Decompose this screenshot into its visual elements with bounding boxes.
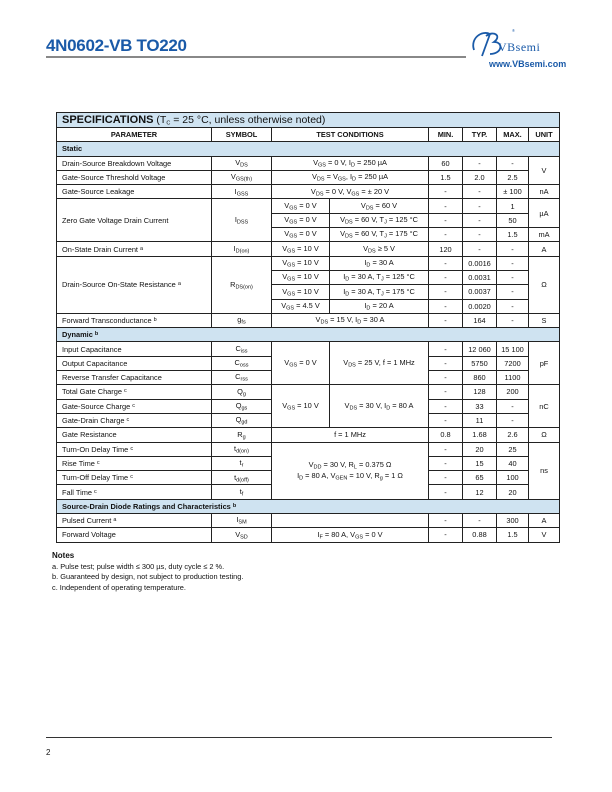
typ: 2.0 [463,170,497,184]
table-title-row [57,113,560,128]
max: - [497,242,529,256]
table-row [57,242,560,256]
typ: 0.0020 [463,299,497,313]
max: - [497,299,529,313]
typ: 1.68 [463,428,497,442]
table-row [57,385,560,399]
min: - [429,528,463,542]
typ: - [463,199,497,213]
max: 2.6 [497,428,529,442]
min: - [429,442,463,456]
unit: Ω [529,428,560,442]
table-row [57,185,560,199]
svg-text:®: ® [512,28,515,33]
document-title: 4N0602-VB TO220 [46,36,187,55]
condition: $V_{GS} = 10$ V [272,270,330,284]
symbol: $I_{GSS}$ [212,185,272,199]
symbol: $I_{D(on)}$ [212,242,272,256]
min: - [429,299,463,313]
symbol: $Q_{gs}$ [212,399,272,413]
max: - [497,313,529,327]
max: - [497,399,529,413]
min: - [429,270,463,284]
col-max: MAX. [497,128,529,142]
typ: 0.0031 [463,270,497,284]
unit: mA [529,228,560,242]
section-label: Static [57,142,560,156]
page-number: 2 [46,748,51,757]
symbol: $I_{DSS}$ [212,199,272,242]
condition [272,514,429,528]
condition: $I_F = 80$ A, $V_{GS} = 0$ V [272,528,429,542]
parameter: Turn-On Delay Time $^c$ [57,442,212,456]
condition [272,442,429,499]
parameter: Output Capacitance [57,356,212,370]
footer-rule [46,737,552,738]
symbol: $C_{iss}$ [212,342,272,356]
max: 2.5 [497,170,529,184]
min: - [429,199,463,213]
symbol: $Q_{gd}$ [212,413,272,427]
section-diode [57,499,560,513]
table-row [57,514,560,528]
min: - [429,485,463,499]
website-link[interactable]: www.VBsemi.com [489,59,567,69]
parameter: Drain-Source Breakdown Voltage [57,156,212,170]
parameter: Gate Resistance [57,428,212,442]
symbol: $t_f$ [212,485,272,499]
max: 25 [497,442,529,456]
parameter: Forward Voltage [57,528,212,542]
symbol: $R_{DS(on)}$ [212,256,272,313]
condition: $I_D = 30$ A [330,256,429,270]
symbol: $C_{rss}$ [212,371,272,385]
notes-title: Notes [52,551,75,560]
max: 50 [497,213,529,227]
max: ± 100 [497,185,529,199]
typ: - [463,156,497,170]
condition: $V_{DS} = 60$ V, $T_J = 175$ °C [330,228,429,242]
section-label: Dynamic $^b$ [57,328,560,342]
min: - [429,413,463,427]
max: - [497,413,529,427]
parameter: Gate-Source Charge $^c$ [57,399,212,413]
condition-line: $I_D = 80$ A, $V_{GEN} = 10$ V, $R_g = 1$ Ω [297,470,403,482]
min: - [429,313,463,327]
min: - [429,342,463,356]
typ: 0.88 [463,528,497,542]
parameter: Zero Gate Voltage Drain Current [57,199,212,242]
typ: 128 [463,385,497,399]
table-row [57,342,560,356]
condition: $V_{GS} = 4.5$ V [272,299,330,313]
min: 0.8 [429,428,463,442]
table-row [57,156,560,170]
table-row [57,528,560,542]
note-item: c. Independent of operating temperature. [52,582,186,592]
min: - [429,471,463,485]
section-dynamic [57,328,560,342]
min: - [429,285,463,299]
max: 100 [497,471,529,485]
col-typ: TYP. [463,128,497,142]
condition: $V_{DS} = 30$ V, $I_D = 80$ A [330,385,429,428]
condition: $I_D = 30$ A, $T_J = 175$ °C [330,285,429,299]
table-row [57,170,560,184]
unit: nC [529,385,560,428]
max: 15 100 [497,342,529,356]
typ: - [463,242,497,256]
unit: µA [529,199,560,228]
symbol: $t_{d(off)}$ [212,471,272,485]
condition: $V_{GS} = 0$ V [272,228,330,242]
typ: - [463,185,497,199]
typ: - [463,213,497,227]
unit: V [529,528,560,542]
typ: 65 [463,471,497,485]
min: - [429,385,463,399]
parameter: Fall Time $^c$ [57,485,212,499]
table-row [57,313,560,327]
unit: A [529,514,560,528]
table-row [57,428,560,442]
max: 200 [497,385,529,399]
max: - [497,156,529,170]
unit: A [529,242,560,256]
parameter: Pulsed Current $^a$ [57,514,212,528]
max: - [497,256,529,270]
condition: $V_{DS} = 60$ V [330,199,429,213]
symbol: $V_{DS}$ [212,156,272,170]
condition: $V_{GS} = 10$ V [272,285,330,299]
typ: 0.0037 [463,285,497,299]
symbol: $V_{GS(th)}$ [212,170,272,184]
max: - [497,285,529,299]
note-item: b. Guaranteed by design, not subject to production testing. [52,572,244,581]
max: 40 [497,456,529,470]
typ: 11 [463,413,497,427]
condition: $V_{DS} = V_{GS}$, $I_D = 250$ µA [272,170,429,184]
symbol: $g_{fs}$ [212,313,272,327]
condition: f = 1 MHz [272,428,429,442]
condition: $V_{DS} \ge 5$ V [330,242,429,256]
typ: - [463,514,497,528]
symbol: $V_{SD}$ [212,528,272,542]
condition: $V_{GS} = 0$ V [272,213,330,227]
max: 1.5 [497,528,529,542]
parameter: Rise Time $^c$ [57,456,212,470]
condition: $V_{GS} = 10$ V [272,385,330,428]
max: 7200 [497,356,529,370]
unit: nA [529,185,560,199]
condition: $V_{GS} = 0$ V, $I_D = 250$ µA [272,156,429,170]
min: - [429,213,463,227]
col-min: MIN. [429,128,463,142]
max: - [497,270,529,284]
unit: ns [529,442,560,499]
typ: 5750 [463,356,497,370]
condition: $V_{DS} = 60$ V, $T_J = 125$ °C [330,213,429,227]
max: 300 [497,514,529,528]
typ: 15 [463,456,497,470]
unit: Ω [529,256,560,313]
parameter: Total Gate Charge $^c$ [57,385,212,399]
typ: 33 [463,399,497,413]
min: - [429,514,463,528]
max: 1100 [497,371,529,385]
notes [52,551,243,593]
parameter: Gate-Source Leakage [57,185,212,199]
typ: 20 [463,442,497,456]
symbol: $I_{SM}$ [212,514,272,528]
header-rule [46,56,466,58]
condition: $V_{DS} = 15$ V, $I_D = 30$ A [272,313,429,327]
col-test-conditions: TEST CONDITIONS [272,128,429,142]
symbol: $t_r$ [212,456,272,470]
typ: 0.0016 [463,256,497,270]
max: 1 [497,199,529,213]
table-row [57,256,560,270]
parameter: Reverse Transfer Capacitance [57,371,212,385]
col-parameter: PARAMETER [57,128,212,142]
typ: - [463,228,497,242]
max: 20 [497,485,529,499]
typ: 860 [463,371,497,385]
condition: $V_{GS} = 0$ V [272,342,330,385]
note-item: a. Pulse test; pulse width ≤ 300 µs, duty cycle ≤ 2 %. [52,561,225,571]
parameter: Gate-Drain Charge $^c$ [57,413,212,427]
max: 1.5 [497,228,529,242]
section-static [57,142,560,156]
table-row [57,199,560,213]
table-title-condition: ($T_C = 25$ °C, unless otherwise noted) [156,113,326,127]
condition: $V_{GS} = 10$ V [272,256,330,270]
logo-text: VBsemi [498,40,541,54]
typ: 12 [463,485,497,499]
parameter: Forward Transconductance $^b$ [57,313,212,327]
min: - [429,399,463,413]
unit: S [529,313,560,327]
min: - [429,256,463,270]
parameter: On-State Drain Current $^a$ [57,242,212,256]
condition: $V_{DS} = 0$ V, $V_{GS}$ = ± 20 V [272,185,429,199]
condition: $I_D = 30$ A, $T_J = 125$ °C [330,270,429,284]
typ: 164 [463,313,497,327]
min: 120 [429,242,463,256]
min: - [429,185,463,199]
min: - [429,356,463,370]
symbol: $Q_g$ [212,385,272,399]
min: - [429,228,463,242]
parameter: Drain-Source On-State Resistance $^a$ [57,256,212,313]
min: 60 [429,156,463,170]
parameter: Gate-Source Threshold Voltage [57,170,212,184]
col-unit: UNIT [529,128,560,142]
col-symbol: SYMBOL [212,128,272,142]
typ: 12 060 [463,342,497,356]
symbol: $R_g$ [212,428,272,442]
min: - [429,456,463,470]
condition: $V_{GS} = 0$ V [272,199,330,213]
symbol: $t_{d(on)}$ [212,442,272,456]
parameter: Input Capacitance [57,342,212,356]
condition: $V_{GS} = 10$ V [272,242,330,256]
parameter: Turn-Off Delay Time $^c$ [57,471,212,485]
condition-line: $V_{DD} = 30$ V, $R_L = 0.375$ Ω [308,460,392,471]
section-label: Source-Drain Diode Ratings and Characteristics $^b$ [57,499,560,513]
condition: $V_{DS} = 25$ V, f = 1 MHz [330,342,429,385]
table-row [57,442,560,456]
min: - [429,371,463,385]
symbol: $C_{oss}$ [212,356,272,370]
condition: $I_D = 20$ A [330,299,429,313]
unit: V [529,156,560,185]
specifications-table [56,112,560,543]
table-title: SPECIFICATIONS [62,113,154,126]
unit: pF [529,342,560,385]
table-header-row [57,128,560,142]
min: 1.5 [429,170,463,184]
